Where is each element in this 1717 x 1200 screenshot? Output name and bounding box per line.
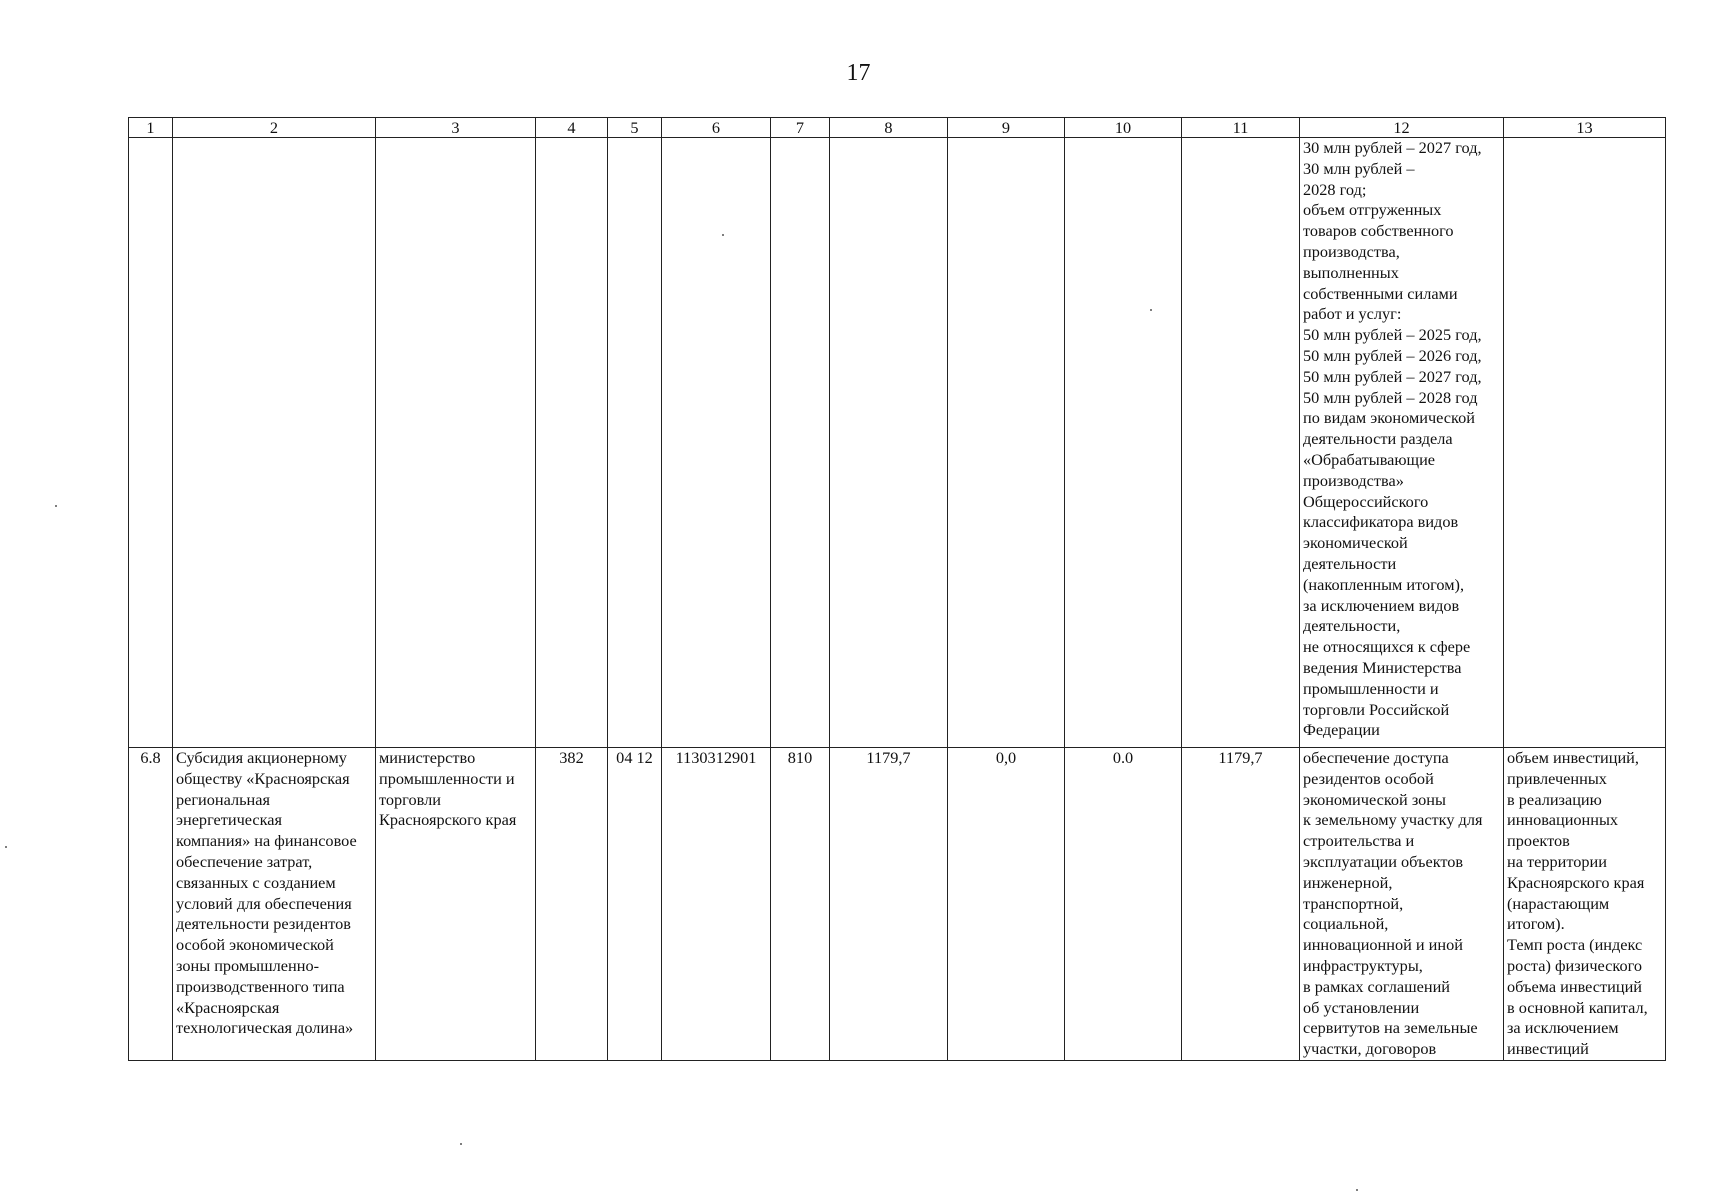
cell-section-code: 04 12	[608, 748, 662, 1061]
text-line: промышленности и	[379, 768, 515, 788]
cell-empty	[1504, 138, 1666, 748]
text-line: торговли	[379, 789, 441, 809]
scan-speck	[722, 234, 724, 236]
text-line: инженерной,	[1303, 872, 1393, 892]
cell-amount-col9: 0,0	[948, 748, 1065, 1061]
text-line: 50 млн рублей – 2027 год,	[1303, 366, 1482, 386]
cell-grbs-code: 382	[536, 748, 608, 1061]
scan-speck	[460, 1143, 462, 1145]
text-line: сервитутов на земельные	[1303, 1018, 1478, 1038]
text-line: условий для обеспечения	[176, 893, 352, 913]
cell-indicators	[1504, 748, 1666, 1061]
text-line: производства»	[1303, 470, 1404, 490]
text-line: Красноярского края	[1507, 872, 1645, 892]
cell-empty	[608, 138, 662, 748]
text-line: инфраструктуры,	[1303, 955, 1423, 975]
page-number: 17	[846, 60, 871, 86]
text-line: объем отгруженных	[1303, 200, 1442, 220]
scan-speck	[1356, 1189, 1358, 1191]
text-line: Красноярского края	[379, 810, 517, 830]
text-line: «Красноярская	[176, 997, 280, 1017]
text-line: товаров собственного	[1303, 221, 1454, 241]
text-line: компания» на финансовое	[176, 831, 357, 851]
text-line: строительства и	[1303, 831, 1415, 851]
text-line: к земельному участку для	[1303, 810, 1483, 830]
text-line: в реализацию	[1507, 789, 1602, 809]
text-line: Темп роста (индекс	[1507, 935, 1643, 955]
text-line: за исключением	[1507, 1018, 1619, 1038]
text-line: министерство	[379, 748, 476, 767]
text-line: привлеченных	[1507, 768, 1607, 788]
text-line: связанных с созданием	[176, 872, 336, 892]
cell-empty	[1182, 138, 1300, 748]
text-line: энергетическая	[176, 810, 283, 830]
budget-table	[128, 117, 1666, 1061]
col-header-9: 9	[948, 118, 1065, 138]
text-line: участки, договоров	[1303, 1039, 1437, 1059]
text-line: технологическая долина»	[176, 1018, 354, 1038]
text-line: резидентов особой	[1303, 768, 1434, 788]
text-line: в основной капитал,	[1507, 997, 1648, 1017]
col-header-6: 6	[662, 118, 771, 138]
text-line: Федерации	[1303, 720, 1380, 740]
text-line: на территории	[1507, 851, 1607, 871]
text-line: региональная	[176, 789, 270, 809]
text-line: 30 млн рублей – 2027 год,	[1303, 138, 1482, 157]
col-header-3: 3	[376, 118, 536, 138]
col-header-10: 10	[1065, 118, 1182, 138]
text-line: объем инвестиций,	[1507, 748, 1639, 767]
table-row-6-8	[129, 748, 1666, 1061]
cell-indicators-continued	[1300, 138, 1504, 748]
text-line: зоны промышленно-	[176, 955, 320, 975]
scan-speck	[1150, 309, 1152, 311]
row-number: 6.8	[129, 748, 173, 1061]
text-line: 30 млн рублей –	[1303, 158, 1415, 178]
cell-measure-description	[173, 748, 376, 1061]
text-line: торговли Российской	[1303, 699, 1450, 719]
text-line: (накопленным итогом),	[1303, 574, 1465, 594]
text-line: Общероссийского	[1303, 491, 1429, 511]
text-line: деятельности резидентов	[176, 914, 351, 934]
text-line: проектов	[1507, 831, 1570, 851]
cell-empty	[1065, 138, 1182, 748]
text-line: итогом).	[1507, 914, 1565, 934]
text-line: экономической	[1303, 533, 1408, 553]
text-line: ведения Министерства	[1303, 657, 1462, 677]
col-header-1: 1	[129, 118, 173, 138]
text-line: транспортной,	[1303, 893, 1404, 913]
text-line: не относящихся к сфере	[1303, 637, 1471, 657]
cell-responsible	[376, 748, 536, 1061]
cell-amount-col11: 1179,7	[1182, 748, 1300, 1061]
text-line: собственными силами	[1303, 283, 1458, 303]
text-line: обществу «Красноярская	[176, 768, 350, 788]
col-header-5: 5	[608, 118, 662, 138]
text-line: обеспечение затрат,	[176, 851, 313, 871]
cell-empty	[830, 138, 948, 748]
col-header-12: 12	[1300, 118, 1504, 138]
text-line: «Обрабатывающие	[1303, 449, 1436, 469]
cell-amount-col10: 0.0	[1065, 748, 1182, 1061]
text-line: 50 млн рублей – 2025 год,	[1303, 325, 1482, 345]
table-row-continued	[129, 138, 1666, 748]
text-line: экономической зоны	[1303, 789, 1446, 809]
text-line: об установлении	[1303, 997, 1420, 1017]
text-line: 50 млн рублей – 2028 год	[1303, 387, 1478, 407]
text-line: деятельности раздела	[1303, 429, 1453, 449]
cell-expense-type: 810	[771, 748, 830, 1061]
cell-empty	[662, 138, 771, 748]
text-line: особой экономической	[176, 935, 334, 955]
col-header-11: 11	[1182, 118, 1300, 138]
text-line: в рамках соглашений	[1303, 976, 1450, 996]
scan-speck	[55, 505, 57, 507]
cell-empty	[536, 138, 608, 748]
col-header-13: 13	[1504, 118, 1666, 138]
scan-speck	[5, 846, 7, 848]
cell-expected-result	[1300, 748, 1504, 1061]
col-header-2: 2	[173, 118, 376, 138]
cell-empty	[173, 138, 376, 748]
text-line: производственного типа	[176, 976, 345, 996]
text-line: за исключением видов	[1303, 595, 1460, 615]
text-line: классификатора видов	[1303, 512, 1459, 532]
text-line: работ и услуг:	[1303, 304, 1402, 324]
col-header-8: 8	[830, 118, 948, 138]
text-line: Субсидия акционерному	[176, 748, 347, 767]
text-line: эксплуатации объектов	[1303, 851, 1464, 871]
text-line: социальной,	[1303, 914, 1389, 934]
text-line: инновационных	[1507, 810, 1619, 830]
text-line: обеспечение доступа	[1303, 748, 1449, 767]
column-number-row	[129, 118, 1666, 138]
text-line: 50 млн рублей – 2026 год,	[1303, 345, 1482, 365]
text-line: объема инвестиций	[1507, 976, 1642, 996]
cell-target-code: 1130312901	[662, 748, 771, 1061]
col-header-7: 7	[771, 118, 830, 138]
text-line: 2028 год;	[1303, 179, 1367, 199]
text-line: роста) физического	[1507, 955, 1643, 975]
text-line: деятельности,	[1303, 616, 1401, 636]
text-line: инвестиций	[1507, 1039, 1589, 1059]
text-line: выполненных	[1303, 262, 1399, 282]
text-line: инновационной и иной	[1303, 935, 1463, 955]
text-line: по видам экономической	[1303, 408, 1475, 428]
cell-empty	[948, 138, 1065, 748]
text-line: (нарастающим	[1507, 893, 1610, 913]
text-line: промышленности и	[1303, 678, 1439, 698]
cell-amount-col8: 1179,7	[830, 748, 948, 1061]
col-header-4: 4	[536, 118, 608, 138]
text-line: деятельности	[1303, 553, 1397, 573]
cell-empty	[771, 138, 830, 748]
cell-empty	[376, 138, 536, 748]
text-line: производства,	[1303, 241, 1400, 261]
cell-empty	[129, 138, 173, 748]
